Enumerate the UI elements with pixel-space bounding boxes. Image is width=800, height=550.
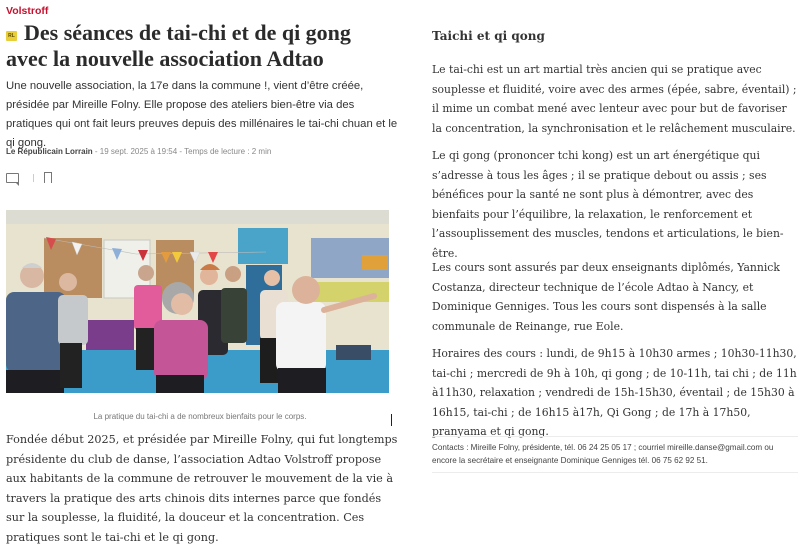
sidebar-box [420,0,800,550]
contacts-box: Contacts : Mireille Folny, présidente, tél. 06 24 25 05 17 ; courriel mireille.danse@gmail.com ou encore la secrétaire et enseignante Dominique Genniges tél. 06 75 62 92 51. [432,436,798,473]
bookmark-icon[interactable] [44,172,52,183]
byline [6,147,271,156]
byline-date: - 19 sept. 2025 à 19:54 - [92,147,185,156]
comment-icon[interactable] [6,173,19,183]
byline-source[interactable]: Le Républicain Lorrain [6,147,93,156]
section-tag[interactable]: Volstroff [6,5,49,17]
article-actions [6,172,52,183]
sidebar-paragraph-schedule: Horaires des cours : lundi, de 9h15 à 10h30 armes ; 10h30-11h30, tai-chi ; mercredi de 9h à 10h, qi gong ; de 10-11h, tai chi ; de 11h à11h30, relaxation ; vendredi de 15h-15h30, éventail ; de 15h30 à 16h15, tai-chi ; de 16h15 à17h, Qi Gong ; de 17h à 17h50, pranyama et qi gong. [432,347,797,439]
photo-illustration [6,210,389,393]
headline-text: Des séances de tai-chi et de qi gong avec la nouvelle association Adtao [6,20,351,71]
photo-caption: La pratique du tai-chi a de nombreux bienfaits pour le corps. [93,412,307,421]
text-cursor [391,414,392,426]
rl-logo-icon: RL [6,31,17,41]
sidebar-paragraph-taichi: Le tai-chi est un art martial très ancien qui se pratique avec souplesse et fluidité, voire avec des armes (épée, sabre, éventail) ; il mime un combat mené avec lenteur avec pour but de favoriser la concentration, la synchronisation et le relâchement musculaire. [432,63,797,135]
sidebar-paragraph-qigong: Le qi gong (prononcer tchi kong) est un art énergétique qui s’adresse à tous les âges ; il se pratique debout ou assis ; ses bénéfices pour la santé ne sont plus à démontrer, avec des bienfaits pour l’équilibre, la relaxation, le renforcement et l’assouplissement des muscles, tendons et articulations, le bien-être. [432,149,784,260]
sidebar-title: Taichi et qi qong [432,29,545,43]
article-photo[interactable] [6,210,389,393]
article-body: Fondée début 2025, et présidée par Mireille Folny, qui fut longtemps présidente du club de danse, l’association Adtao Volstroff propose aux habitants de la commune de retrouver le mouvement de la vie à travers la pratique des arts chinois dits internes parce que fondés sur la souplesse, la fluidité, la douceur et la concentration. Ces pratiques sont le tai-chi et le qi gong. [6,433,398,544]
article-headline [6,20,396,72]
actions-divider [33,174,34,182]
byline-reading-time: Temps de lecture : 2 min [184,147,272,156]
article-lead: Une nouvelle association, la 17e dans la commune !, vient d’être créée, présidée par Mireille Folny. Elle propose des ateliers bien-être via des pratiques qui ont fait leurs preuves depuis des millénaires le tai-chi chuan et le qi gong. [6,80,398,149]
sidebar-paragraph-teachers: Les cours sont assurés par deux enseignants diplômés, Yannick Costanza, directeur technique de l’école Adtao à Nancy, et Dominique Genniges. Tous les cours sont dispensés à la salle communale de Reinange, rue Eole. [432,261,780,333]
